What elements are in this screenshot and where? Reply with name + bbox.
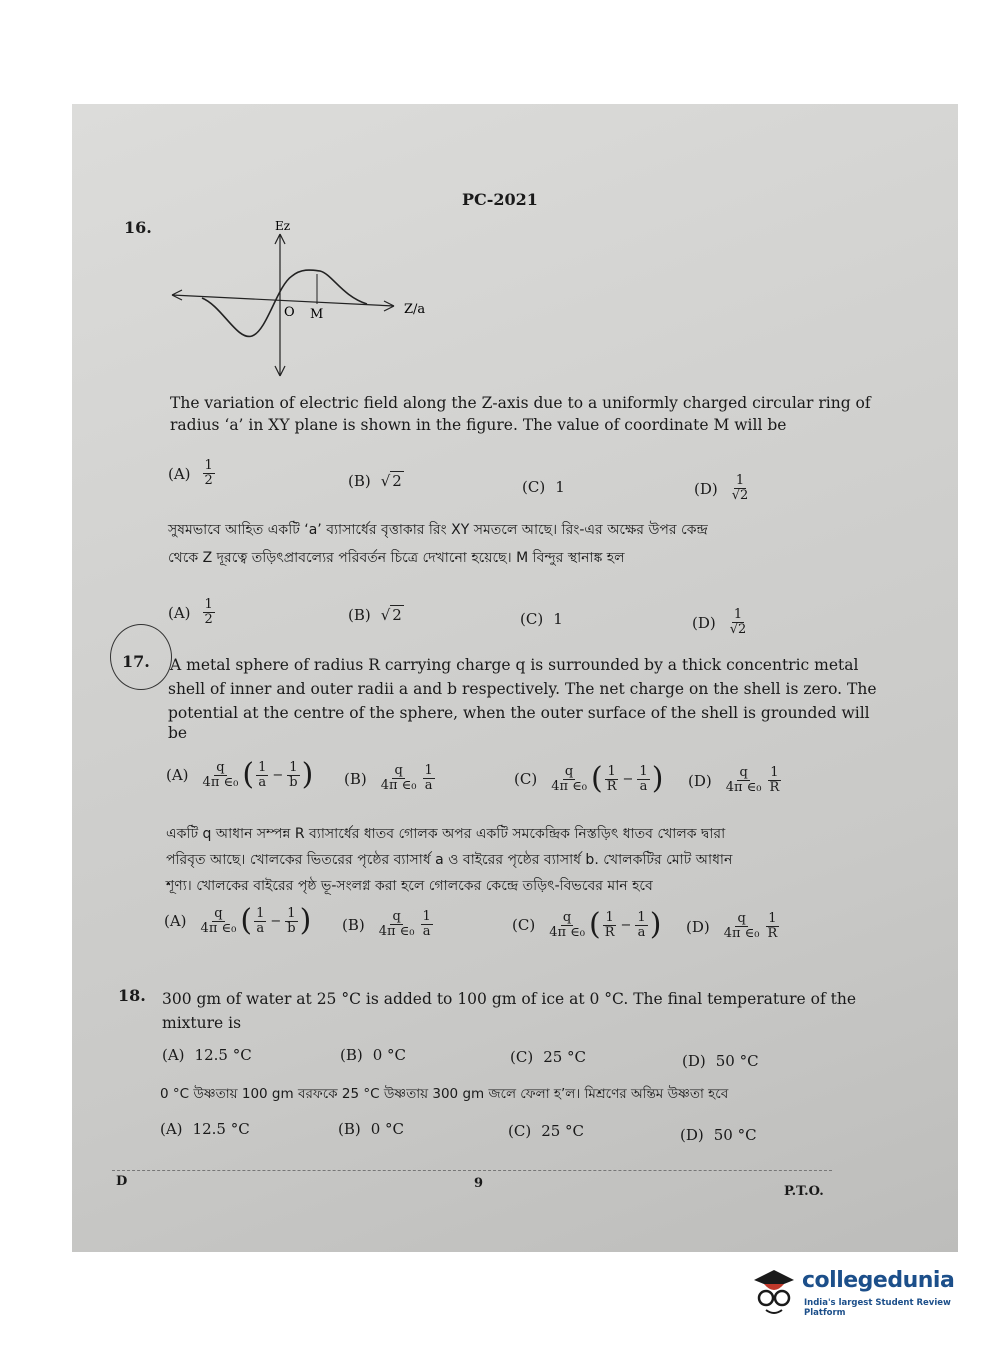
q18-bn-option-a[interactable]: (A) 12.5 °C [160, 1120, 250, 1138]
paper-code: PC-2021 [462, 190, 538, 209]
q18-bn-option-b[interactable]: (B) 0 °C [338, 1120, 405, 1138]
q17-bn-option-a[interactable]: (A) $\frac{q}{\text{4π ∈₀}}$ ( $\frac{1}{a}$ − $\frac{1}{b}$ ) [164, 903, 312, 938]
origin-label: O [284, 305, 295, 320]
q17-option-a[interactable]: (A) $\frac{q}{\text{4π ∈₀}}$ ( $\frac{1}{a}$ − $\frac{1}{b}$ ) [166, 757, 314, 792]
q18-option-d[interactable]: (D) 50 °C [682, 1052, 759, 1070]
q18-option-c[interactable]: (C) 25 °C [510, 1048, 587, 1066]
q16-option-d[interactable]: (D) $\frac{1}{√2}$ [694, 473, 749, 503]
footer-set-code: D [116, 1174, 128, 1189]
q16-bn-option-a[interactable]: (A) $\frac{1}{2}$ [168, 597, 213, 627]
q18-english-line-1: 300 gm of water at 25 °C is added to 100 gm of ice at 0 °C. The final temperature of the [162, 990, 857, 1008]
question-number-17: 17. [122, 652, 150, 671]
collegedunia-logo[interactable] [748, 1262, 968, 1322]
q18-option-b[interactable]: (B) 0 °C [340, 1046, 407, 1064]
q17-english-line-2: shell of inner and outer radii a and b respectively. The net charge on the shell is zero. The [168, 680, 877, 698]
q16-bn-option-c[interactable]: (C) 1 [520, 610, 563, 628]
z-axis-label: Z/a [404, 302, 426, 317]
q17-english-line-1: A metal sphere of radius R carrying charge q is surrounded by a thick concentric metal [170, 656, 859, 674]
footer-pto: P.T.O. [784, 1184, 824, 1199]
footer-page-number: 9 [474, 1176, 484, 1191]
question-number-18: 18. [118, 986, 146, 1005]
m-label: M [310, 307, 324, 322]
q17-bengali-line-3: শূণ্য। খোলকের বাইরের পৃষ্ঠ ভূ-সংলগ্ন করা হলে গোলকের কেন্দ্রে তড়িৎ-বিভবের মান হবে [166, 878, 653, 894]
ez-axis-label: Ez [275, 219, 291, 233]
q17-english-line-4: be [168, 724, 188, 742]
q16-option-c[interactable]: (C) 1 [522, 478, 565, 496]
mascot-icon [748, 1262, 800, 1318]
q16-english-line-1: The variation of electric field along the Z-axis due to a uniformly charged circular ring of [170, 394, 871, 412]
q16-bn-option-b[interactable]: (B) √ 2 [348, 606, 402, 624]
footer-divider [112, 1170, 832, 1171]
electric-field-graph [162, 216, 452, 386]
q16-bn-option-d[interactable]: (D) $\frac{1}{√2}$ [692, 607, 747, 637]
brand-tagline: India's largest Student Review Platform [804, 1298, 951, 1318]
q16-english-line-2: radius ‘a’ in XY plane is shown in the figure. The value of coordinate M will be [170, 416, 787, 434]
q17-bengali-line-2: পরিবৃত আছে। খোলকের ভিতরের পৃষ্ঠের ব্যাসার্ধ a ও বাইরের পৃষ্ঠের ব্যাসার্ধ b. খোলকটির মোট আধান [166, 852, 733, 868]
q17-option-c[interactable]: (C) $\frac{q}{\text{4π ∈₀}}$ ( $\frac{1}{R}$ − $\frac{1}{a}$ ) [514, 761, 664, 796]
brand-name: collegedunia [802, 1268, 955, 1293]
exam-sheet [72, 104, 958, 1252]
q18-option-a[interactable]: (A) 12.5 °C [162, 1046, 252, 1064]
q17-option-d[interactable]: (D) $\frac{q}{\text{4π ∈₀}}$ $\frac{1}{R}$ [688, 765, 780, 795]
q16-option-b[interactable]: (B) √ 2 [348, 472, 402, 490]
q17-option-b[interactable]: (B) $\frac{q}{\text{4π ∈₀}}$ $\frac{1}{a}$ [344, 763, 433, 793]
q16-bengali-line-2: থেকে Z দূরত্বে তড়িৎপ্রাবল্যের পরিবর্তন চিত্রে দেখানো হয়েছে। M বিন্দুর স্থানাঙ্ক হল [168, 550, 625, 566]
q17-bn-option-c[interactable]: (C) $\frac{q}{\text{4π ∈₀}}$ ( $\frac{1}{R}$ − $\frac{1}{a}$ ) [512, 907, 662, 942]
q18-bengali-line: 0 °C উষ্ণতায় 100 gm বরফকে 25 °C উষ্ণতায় 300 gm জলে ফেলা হ’ল। মিশ্রণের অন্তিম উষ্ণতা হবে [160, 1086, 729, 1102]
q18-bn-option-c[interactable]: (C) 25 °C [508, 1122, 585, 1140]
q17-english-line-3: potential at the centre of the sphere, when the outer surface of the shell is grounded will [168, 704, 870, 722]
q18-english-line-2: mixture is [162, 1014, 242, 1032]
q18-bn-option-d[interactable]: (D) 50 °C [680, 1126, 757, 1144]
q17-bn-option-b[interactable]: (B) $\frac{q}{\text{4π ∈₀}}$ $\frac{1}{a}$ [342, 909, 431, 939]
q17-bn-option-d[interactable]: (D) $\frac{q}{\text{4π ∈₀}}$ $\frac{1}{R}$ [686, 911, 778, 941]
q17-bengali-line-1: একটি q আধান সম্পন্ন R ব্যাসার্ধের ধাতব গোলক অপর একটি সমকেন্দ্রিক নিস্তড়িৎ ধাতব খোলক দ্বারা [166, 826, 726, 842]
question-number-16: 16. [124, 218, 152, 237]
q16-bengali-line-1: সুষমভাবে আহিত একটি ‘a’ ব্যাসার্ধের বৃত্তাকার রিং XY সমতলে আছে। রিং-এর অক্ষের উপর কেন্দ্র [168, 522, 708, 538]
q16-option-a[interactable]: (A) $\frac{1}{2}$ [168, 458, 213, 488]
